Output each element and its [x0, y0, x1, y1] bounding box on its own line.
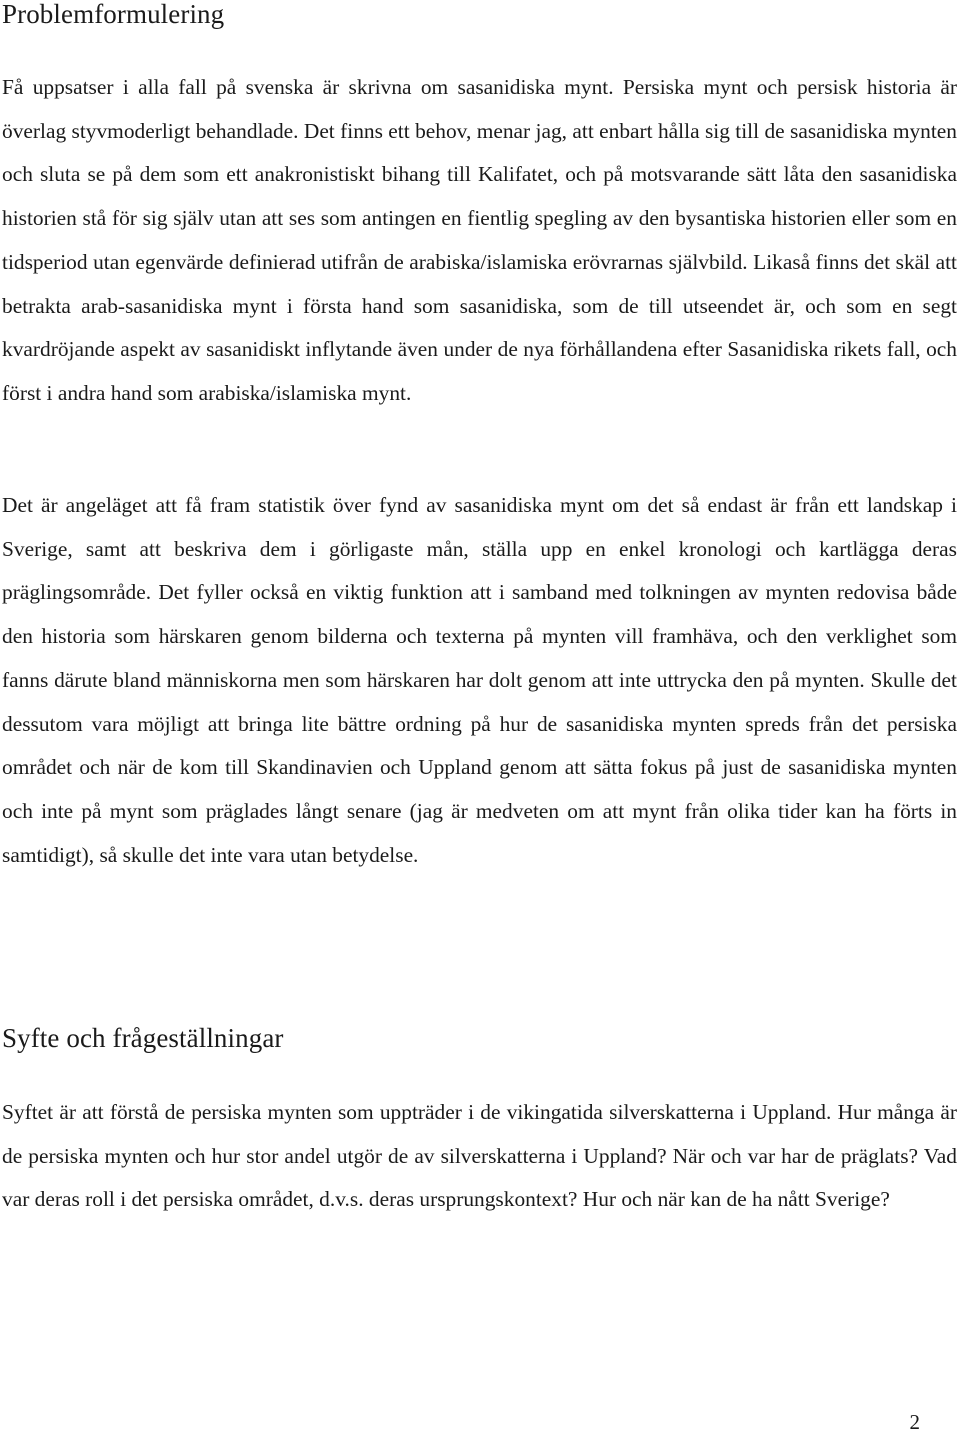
section-heading-syfte: Syfte och frågeställningar [2, 1023, 284, 1053]
section-heading-problemformulering: Problemformulering [2, 0, 225, 29]
paragraph-problem-2: Det är angeläget att få fram statistik över fynd av sasanidiska mynt om det så endast är från ett landskap i Sverige, samt att beskriva dem i görligaste mån, ställa upp en enkel kronologi och kartlägga deras präglingsområde. Det fyller också en viktig funktion att i samband med tolkningen av mynten redovisa både den historia som härskaren genom bilderna och texterna på mynten vill framhäva, och den verklighet som fanns därute bland människorna men som härskaren har dolt genom att inte uttrycka den på mynten. Skulle det dessutom vara möjligt att bringa lite bättre ordning på hur de sasanidiska mynten spreds från det persiska området och när de kom till Skandinavien och Uppland genom att sätta fokus på just de sasanidiska mynten och inte på mynt som präglades långt senare (jag är medveten om att mynt från olika tider kan ha förts in samtidigt), så skulle det inte vara utan betydelse. [2, 493, 957, 867]
paragraph-problem-1: Få uppsatser i alla fall på svenska är skrivna om sasanidiska mynt. Persiska mynt och persisk historia är överlag styvmoderligt behandlade. Det finns ett behov, menar jag, att enbart hålla sig till de sasanidiska mynten och sluta se på dem som ett anakronistiskt bihang till Kalifatet, och på motsvarande sätt låta den sasanidiska historien stå för sig själv utan att ses som antingen en fientlig spegling av den bysantiska historien eller som en tidsperiod utan egenvärde definierad utifrån de arabiska/islamiska erövrarnas självbild. Likaså finns det skäl att betrakta arab-sasanidiska mynt i första hand som sasanidiska, som de till utseendet är, och som en segt kvardröjande aspekt av sasanidiskt inflytande även under de nya förhållandena efter Sasanidiska rikets fall, och först i andra hand som arabiska/islamiska mynt. [2, 75, 957, 405]
page-number: 2 [909, 1410, 920, 1434]
paragraph-purpose: Syftet är att förstå de persiska mynten som uppträder i de vikingatida silverskatterna i Uppland. Hur många är de persiska mynten och hur stor andel utgör de av silverskatterna i Uppland? När och var har de präglats? Vad var deras roll i det persiska området, d.v.s. deras ursprungskontext? Hur och när kan de ha nått Sverige? [2, 1100, 957, 1212]
